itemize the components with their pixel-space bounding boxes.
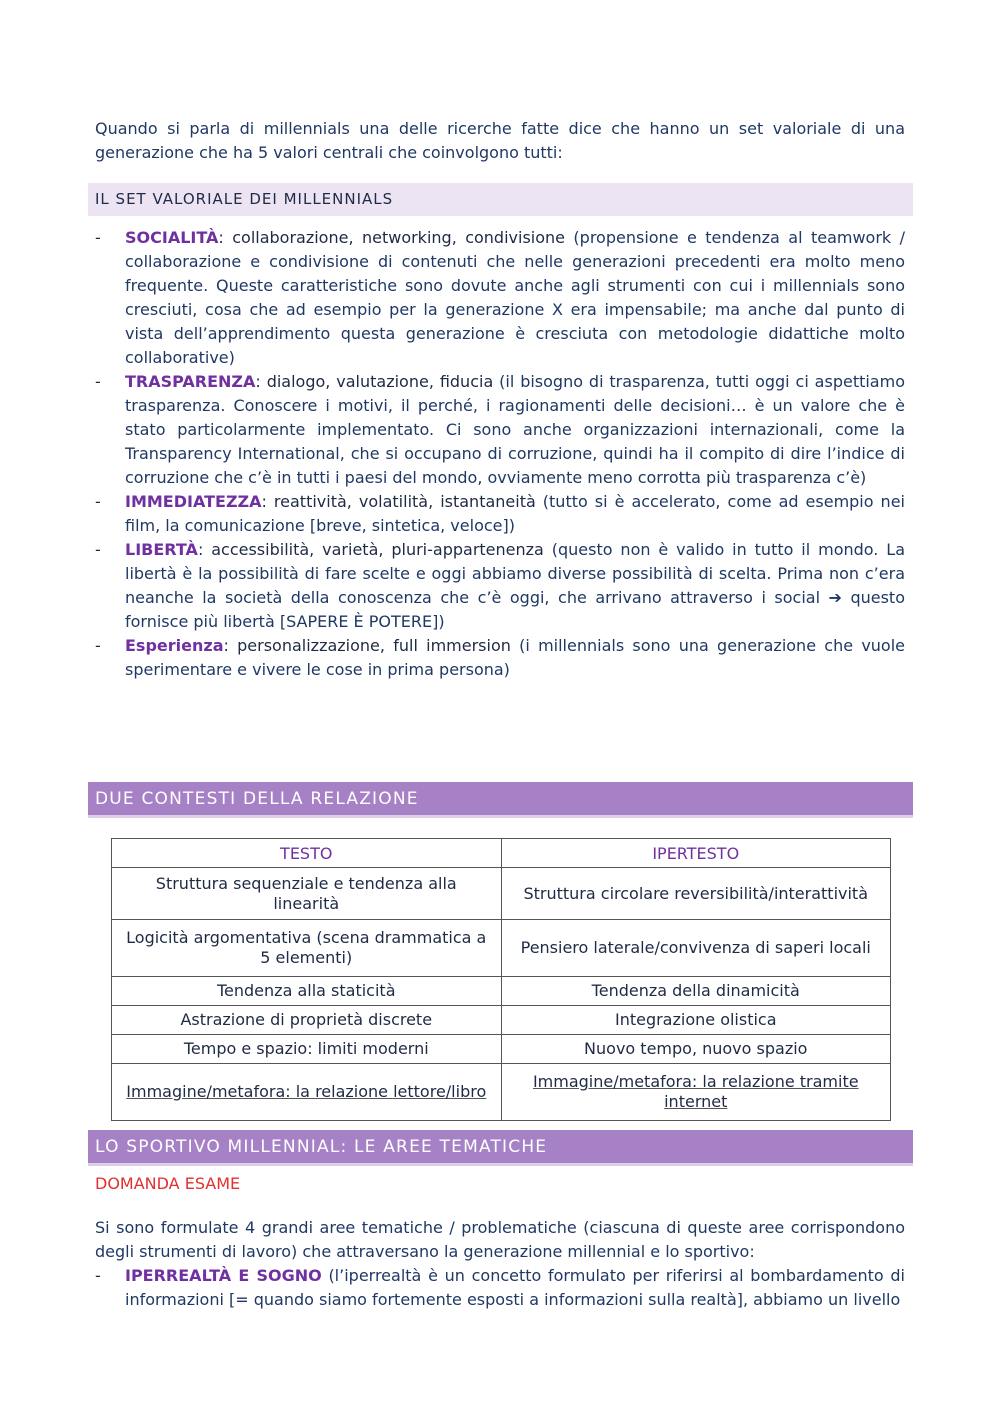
list-item: - SOCIALITÀ: collaborazione, networking, condivisione (propensione e tendenza al teamwork / collaborazione e condivisione di contenuti che nelle generazioni precedenti era molto meno frequente. Queste caratteristiche sono dovute anche agli strumenti con cui i millennials sono cresciuti, cosa che ad esempio per la generazione X era impensabile; ma anche dal punto di vista dell’apprendimento questa generazione è cresciuta con metodologie didattiche molto collaborative)	[95, 228, 905, 367]
table-row	[112, 1064, 891, 1121]
keyword: Esperienza	[125, 636, 224, 655]
aree-list	[95, 1264, 905, 1312]
aree-intro-paragraph: Si sono formulate 4 grandi aree tematiche / problematiche (ciascuna di queste aree corrispondono degli strumenti di lavoro) che attraversano la generazione millennial e lo sportivo:	[95, 1218, 905, 1261]
table-cell: Tempo e spazio: limiti moderni	[112, 1035, 502, 1064]
list-item: - Esperienza: personalizzazione, full immersion (i millennials sono una generazione che vuole sperimentare e vivere le cose in prima persona)	[95, 636, 905, 679]
table-row	[112, 977, 891, 1006]
section-heading-valori: IL SET VALORIALE DEI MILLENNIALS	[88, 183, 913, 216]
keyword: IPERREALTÀ E SOGNO	[125, 1266, 322, 1285]
keyword: IMMEDIATEZZA	[125, 492, 262, 511]
table-header-row	[112, 839, 891, 868]
list-item: - LIBERTÀ: accessibilità, varietà, pluri-appartenenza (questo non è valido in tutto il mondo. La libertà è la possibilità di fare scelte e oggi abbiamo diverse possibilità di scelta. Prima non c’era neanche la società della conoscenza che c’è oggi, che arrivano attraverso i social ➔ questo fornisce più libertà [SAPERE È POTERE])	[95, 540, 905, 631]
table-cell: Nuovo tempo, nuovo spazio	[501, 1035, 891, 1064]
table-cell: Tendenza della dinamicità	[501, 977, 891, 1006]
keyword: LIBERTÀ	[125, 540, 198, 559]
table-row	[112, 1006, 891, 1035]
list-item: - IPERREALTÀ E SOGNO (l’iperrealtà è un concetto formulato per riferirsi al bombardamento di informazioni [= quando siamo fortemente esposti a informazioni sulla realtà], abbiamo un livello	[95, 1266, 905, 1309]
table-cell: Logicità argomentativa (scena drammatica a 5 elementi)	[112, 920, 502, 977]
table-row	[112, 868, 891, 920]
table-cell: Struttura sequenziale e tendenza alla linearità	[112, 868, 502, 920]
column-header-ipertesto: IPERTESTO	[501, 839, 891, 868]
table-cell: Immagine/metafora: la relazione tramite internet	[501, 1064, 891, 1121]
table-row	[112, 920, 891, 977]
table-cell: Struttura circolare reversibilità/interattività	[501, 868, 891, 920]
table-cell: Tendenza alla staticità	[112, 977, 502, 1006]
column-header-testo: TESTO	[112, 839, 502, 868]
keyword: TRASPARENZA	[125, 372, 256, 391]
table-cell: Integrazione olistica	[501, 1006, 891, 1035]
list-item: - TRASPARENZA: dialogo, valutazione, fiducia (il bisogno di trasparenza, tutti oggi ci aspettiamo trasparenza. Conoscere i motivi, il perché, i ragionamenti delle decisioni… è un valore che è stato particolarmente implementato. Ci sono anche organizzazioni internazionali, come la Transparency International, che si occupano di corruzione, quindi ha il compito di dire l’indice di corruzione che c’è in tutti i paesi del mondo, ovviamente meno corrotta più trasparenza c’è)	[95, 372, 905, 487]
section-heading-contesti: DUE CONTESTI DELLA RELAZIONE	[88, 782, 913, 818]
comparison-table	[111, 838, 891, 1121]
values-list	[95, 226, 905, 682]
list-item: - IMMEDIATEZZA: reattività, volatilità, istantaneità (tutto si è accelerato, come ad esempio nei film, la comunicazione [breve, sintetica, veloce])	[95, 492, 905, 535]
section-heading-sportivo: LO SPORTIVO MILLENNIAL: LE AREE TEMATICHE	[88, 1130, 913, 1166]
intro-paragraph: Quando si parla di millennials una delle ricerche fatte dice che hanno un set valoriale di una generazione che ha 5 valori centrali che coinvolgono tutti:	[95, 119, 905, 162]
table-cell: Pensiero laterale/convivenza di saperi locali	[501, 920, 891, 977]
document-page	[95, 117, 905, 1312]
exam-question-label: DOMANDA ESAME	[95, 1174, 241, 1193]
table-row	[112, 1035, 891, 1064]
table-cell: Astrazione di proprietà discrete	[112, 1006, 502, 1035]
table-cell: Immagine/metafora: la relazione lettore/libro	[112, 1064, 502, 1121]
keyword: SOCIALITÀ	[125, 228, 219, 247]
